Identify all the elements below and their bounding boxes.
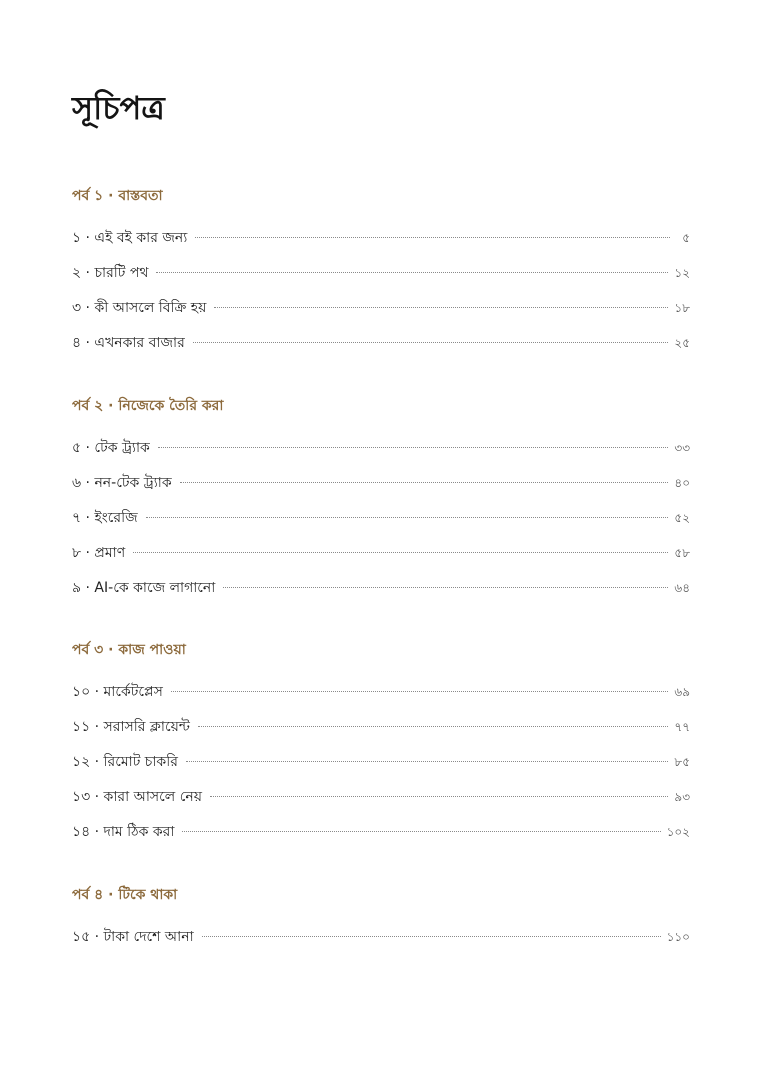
entry-label: ৭ · ইংরেজি [72, 510, 138, 526]
dot-leader [195, 237, 670, 238]
entry-label: ৫ · টেক ট্র্যাক [72, 440, 150, 456]
entry-page-number: ৮৫ [674, 755, 690, 769]
toc-entry[interactable] [72, 780, 690, 815]
entry-page-number: ৫ [682, 231, 690, 245]
dot-leader [198, 726, 669, 727]
page-title: সূচিপত্র [72, 89, 165, 127]
entry-label: ৬ · নন-টেক ট্র্যাক [72, 475, 172, 491]
toc-entry[interactable] [72, 920, 690, 955]
dot-leader [182, 831, 660, 832]
entry-label: ১৫ · টাকা দেশে আনা [72, 929, 194, 945]
entry-page-number: ১০২ [666, 825, 690, 839]
dot-leader [193, 342, 669, 343]
dot-leader [156, 272, 668, 273]
entry-label: ১৩ · কারা আসলে নেয় [72, 789, 202, 805]
part-heading: পর্ব ২ · নিজেকে তৈরি করা [72, 398, 224, 414]
toc-part-3 [72, 640, 690, 850]
entry-label: ২ · চারটি পথ [72, 265, 149, 281]
dot-leader [158, 447, 669, 448]
entry-page-number: ৫২ [674, 511, 690, 525]
dot-leader [223, 587, 668, 588]
toc-entry[interactable] [72, 431, 690, 466]
dot-leader [171, 691, 669, 692]
dot-leader [202, 936, 661, 937]
dot-leader [146, 517, 669, 518]
toc-entry[interactable] [72, 291, 690, 326]
entry-page-number: ১১০ [666, 930, 690, 944]
toc-entry[interactable] [72, 501, 690, 536]
entry-page-number: ৯৩ [674, 790, 690, 804]
toc-entry[interactable] [72, 710, 690, 745]
toc-entry[interactable] [72, 536, 690, 571]
entry-label: ৩ · কী আসলে বিক্রি হয় [72, 300, 207, 316]
dot-leader [214, 307, 668, 308]
toc-entry[interactable] [72, 466, 690, 501]
entry-page-number: ৬৪ [674, 581, 690, 595]
entry-label: ১২ · রিমোট চাকরি [72, 754, 178, 770]
entry-label: ৯ · AI-কে কাজে লাগানো [72, 580, 216, 596]
toc-part-2 [72, 396, 690, 606]
entry-page-number: ৬৯ [674, 685, 690, 699]
dot-leader [210, 796, 668, 797]
entry-label: ৮ · প্রমাণ [72, 545, 126, 561]
dot-leader [133, 552, 668, 553]
entry-label: ১১ · সরাসরি ক্লায়েন্ট [72, 719, 190, 735]
entry-label: ১০ · মার্কেটপ্লেস [72, 684, 163, 700]
entry-page-number: ৭৭ [674, 720, 690, 734]
toc-entry[interactable] [72, 326, 690, 361]
entry-page-number: ৩৩ [674, 441, 690, 455]
toc-entry[interactable] [72, 815, 690, 850]
entry-label: ১৪ · দাম ঠিক করা [72, 824, 175, 840]
entry-page-number: ৪০ [674, 476, 690, 490]
toc-entry[interactable] [72, 256, 690, 291]
toc-entry[interactable] [72, 221, 690, 256]
dot-leader [180, 482, 669, 483]
toc-entry[interactable] [72, 675, 690, 710]
entry-page-number: ১২ [674, 266, 690, 280]
part-heading: পর্ব ১ · বাস্তবতা [72, 188, 163, 204]
entry-page-number: ১৮ [674, 301, 690, 315]
toc-entry[interactable] [72, 745, 690, 780]
toc-entry[interactable] [72, 571, 690, 606]
entry-page-number: ৫৮ [674, 546, 690, 560]
entry-label: ১ · এই বই কার জন্য [72, 230, 188, 246]
part-heading: পর্ব ৩ · কাজ পাওয়া [72, 642, 186, 658]
entry-label: ৪ · এখনকার বাজার [72, 335, 185, 351]
entry-page-number: ২৫ [674, 336, 690, 350]
toc-part-4 [72, 885, 690, 955]
part-heading: পর্ব ৪ · টিকে থাকা [72, 887, 178, 903]
toc-part-1 [72, 186, 690, 361]
dot-leader [186, 761, 669, 762]
